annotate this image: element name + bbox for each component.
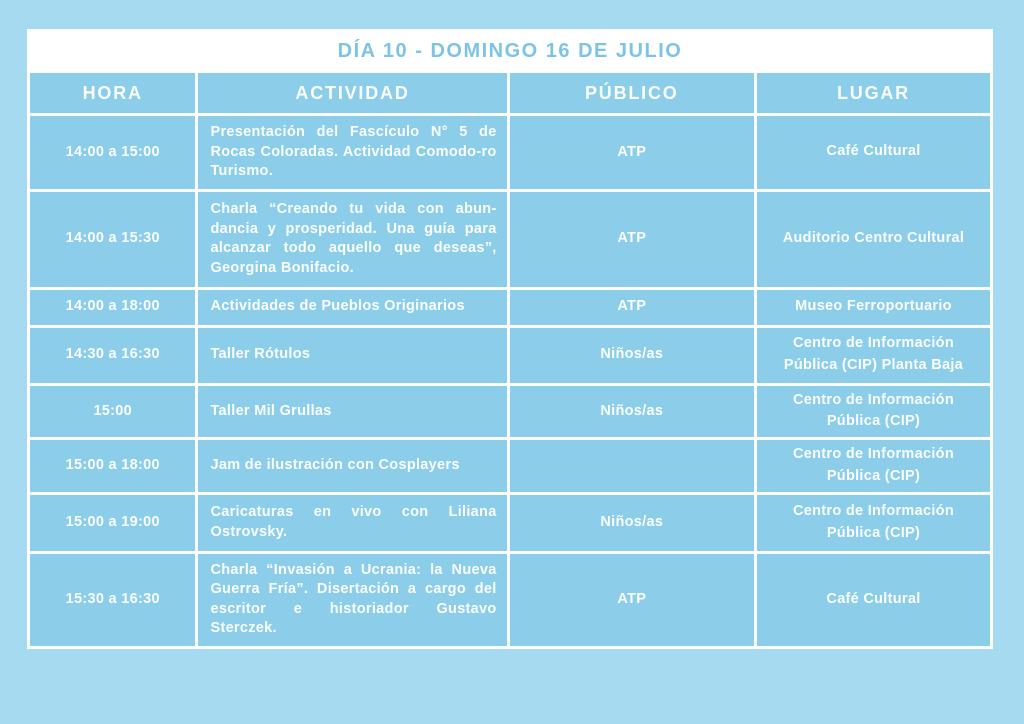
time-cell: 14:30 a 16:30 (30, 328, 195, 383)
header-row (30, 73, 990, 113)
time-cell: 15:00 a 19:00 (30, 495, 195, 551)
audience-cell: Niños/as (510, 386, 754, 438)
table-row (30, 386, 990, 438)
place-cell: Centro de Información Pública (CIP) (757, 495, 990, 551)
activity-cell: Charla “Invasión a Ucrania: la Nueva Guerra Fría”. Disertación a cargo del escritor e historiador Gustavo Sterczek. (198, 554, 506, 646)
place-cell: Auditorio Centro Cultural (757, 192, 990, 287)
audience-cell: Niños/as (510, 495, 754, 551)
place-cell: Centro de Información Pública (CIP) (757, 440, 990, 492)
table-row (30, 192, 990, 287)
place-cell: Café Cultural (757, 116, 990, 189)
place-cell: Museo Ferroportuario (757, 290, 990, 325)
time-cell: 14:00 a 15:30 (30, 192, 195, 287)
activity-cell: Actividades de Pueblos Originarios (198, 290, 506, 325)
schedule-table (27, 29, 993, 649)
table-row (30, 495, 990, 551)
audience-cell: Niños/as (510, 328, 754, 383)
activity-cell: Caricaturas en vivo con Liliana Ostrovsky. (198, 495, 506, 551)
place-cell: Centro de Información Pública (CIP) Planta Baja (757, 328, 990, 383)
schedule-sheet (27, 29, 993, 649)
table-row (30, 116, 990, 189)
activity-cell: Taller Mil Grullas (198, 386, 506, 438)
column-header-lugar: LUGAR (757, 73, 990, 113)
audience-cell: ATP (510, 116, 754, 189)
title-row (30, 32, 990, 70)
audience-cell: ATP (510, 192, 754, 287)
table-row (30, 440, 990, 492)
activity-cell: Jam de ilustración con Cosplayers (198, 440, 506, 492)
time-cell: 15:30 a 16:30 (30, 554, 195, 646)
time-cell: 15:00 (30, 386, 195, 438)
column-header-actividad: ACTIVIDAD (198, 73, 506, 113)
activity-cell: Taller Rótulos (198, 328, 506, 383)
page-title: DÍA 10 - DOMINGO 16 DE JULIO (30, 32, 990, 70)
table-row (30, 554, 990, 646)
time-cell: 15:00 a 18:00 (30, 440, 195, 492)
audience-cell (510, 440, 754, 492)
column-header-hora: HORA (30, 73, 195, 113)
time-cell: 14:00 a 18:00 (30, 290, 195, 325)
activity-cell: Presentación del Fascículo N° 5 de Rocas Coloradas. Actividad Comodo-ro Turismo. (198, 116, 506, 189)
table-row (30, 290, 990, 325)
place-cell: Café Cultural (757, 554, 990, 646)
audience-cell: ATP (510, 554, 754, 646)
time-cell: 14:00 a 15:00 (30, 116, 195, 189)
place-cell: Centro de Información Pública (CIP) (757, 386, 990, 438)
table-row (30, 328, 990, 383)
column-header-publico: PÚBLICO (510, 73, 754, 113)
activity-cell: Charla “Creando tu vida con abun-dancia y prosperidad. Una guía para alcanzar todo aquello que deseas”, Georgina Bonifacio. (198, 192, 506, 287)
audience-cell: ATP (510, 290, 754, 325)
